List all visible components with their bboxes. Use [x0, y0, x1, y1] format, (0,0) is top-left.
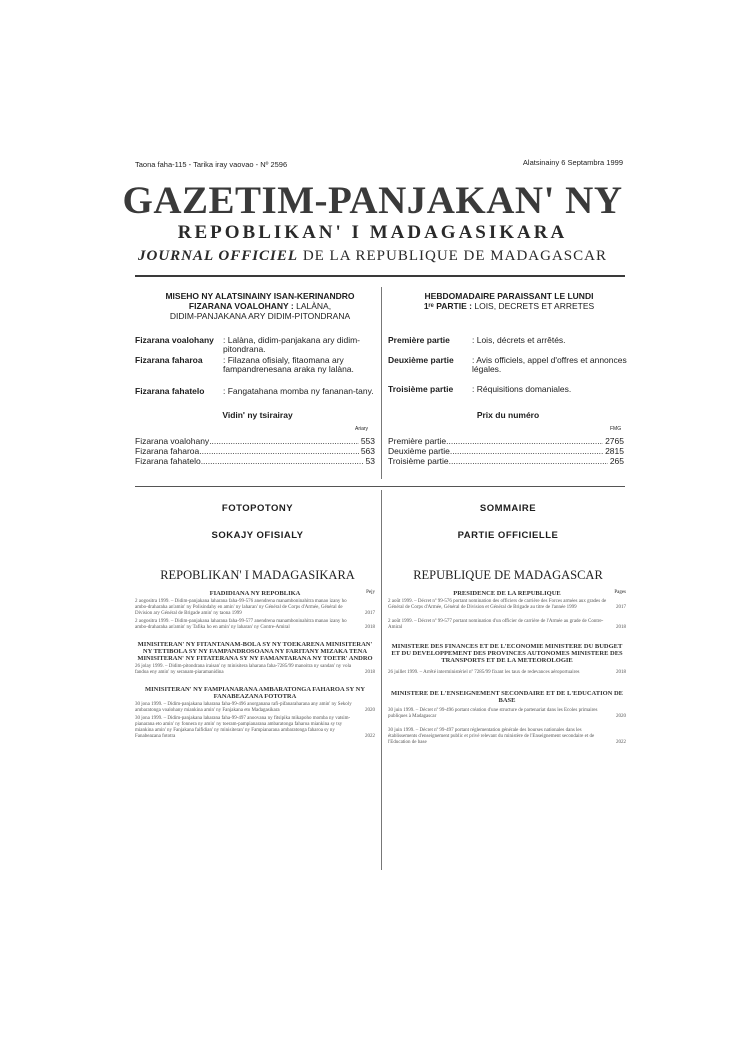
toc-entry-text: 26 jolay 1999. – Didim-pitondrana iraisan' ny minisitera laharana faha-7285/99 manoitra ny sandan' ny vola fandoa eny amin' ny seranam-piaramanidina	[135, 664, 352, 675]
toc-entry-page: 2020	[365, 708, 375, 713]
price-left-row-value: 53	[365, 456, 375, 466]
header-right-line2	[388, 301, 630, 311]
part-left-2	[135, 355, 380, 374]
price-right-row-label: Première partie	[388, 436, 447, 446]
toc-entry-page: 2020	[616, 714, 626, 719]
toc-right-section: REPUBLIQUE DE MADAGASCAR	[413, 568, 603, 582]
price-right-unit: FMG	[610, 426, 622, 432]
toc-entry-text: 26 juillet 1999. – Arrêté interministériel nº 7285/99 fixant les taux de redevances aéroportuaires	[388, 670, 580, 675]
toc-entry	[135, 702, 375, 714]
part-right-3	[388, 385, 628, 394]
ministry-heading: FIADIDIANA NY REPOBLIKA	[209, 590, 301, 597]
price-left-row-value: 553	[360, 436, 375, 446]
leader-dots	[201, 456, 364, 466]
toc-entry-text: 2 août 1999. – Décret nº 99-576 portant nomination des officiers de carrière des Forces armées aux grades de Général de Corps d'Armée, Général de Division et Général de Brigade au titre de l'année 1999	[388, 599, 607, 610]
toc-entry	[388, 599, 626, 611]
toc-entry	[388, 728, 626, 746]
price-left-row-label: Fizarana faharoa	[135, 446, 200, 456]
part-left-2-desc: : Filazana ofisialy, fitaomana ary fampandrenesana araka ny lalàna.	[223, 355, 354, 374]
toc-entry	[388, 670, 626, 676]
section-rule	[135, 486, 625, 487]
toc-entry	[135, 664, 375, 676]
ministry-heading: MINISTERE DE L'ENSEIGNEMENT SECONDAIRE ET DE L'EDUCATION DE BASE	[390, 690, 624, 704]
toc-entry-text: 2 aogositra 1999. – Didim-panjakana laharana faha-99-576 anendrena manamboninahitra manao izany ho ambo-draharaha an'amin' ny Polisindahy en amin' ny laharan' ny Général de Corps d'Armée, Général de Division ary Général de Brigade amin' ny taona 1999	[135, 599, 347, 616]
part-right-2	[388, 355, 628, 374]
price-left-table	[135, 436, 375, 466]
masthead-rule	[135, 275, 625, 277]
toc-right-page-label: Pages	[614, 590, 626, 595]
toc-left-head2: SOKAJY OFISIALY	[211, 530, 304, 541]
toc-entry-page: 2018	[365, 625, 375, 630]
part-right-1	[388, 336, 628, 345]
part-right-3-desc: : Réquisitions domaniales.	[472, 384, 572, 394]
header-left-line1: MISEHO NY ALATSINAINY ISAN-KERINANDRO	[165, 291, 355, 301]
leader-dots	[446, 436, 603, 446]
toc-entry-text: 30 jona 1999. – Didim-panjakana laharana faha-99-497 anoovana ny fitsipika mikapoho momba ny vatsim-pianarana eto amin' ny fonnera ny amin' ny toeram-pampianarana ambaratonga faharoa miankina sy tsy miankina amin' ny Fanjakana faifidian' ny minisiteran' ny Fampianarana ambaratonga faharoa sy ny Fanabeazana fototra	[135, 716, 351, 739]
part-left-3-label: Fizarana fahatelo	[135, 386, 205, 396]
toc-entry	[388, 619, 626, 631]
header-left-line2-rest: LALÀNA,	[296, 301, 332, 311]
toc-entry-text: 30 jona 1999. – Didim-panjakana laharana faha-99-496 anorganana rafi-pifanaraharana any amin' ny Sekoly ambaratonga voalohany miankina amin' ny Fanjakana eto Madagasikara	[135, 702, 352, 713]
toc-entry	[135, 599, 375, 617]
price-left-row	[135, 446, 375, 456]
header-right-line1: HEBDOMADAIRE PARAISSANT LE LUNDI	[424, 291, 594, 301]
toc-entry-page: 2017	[365, 611, 375, 616]
toc-entry-text: 30 juin 1999. – Décret nº 99-497 portant réglementation générale des bourses nationales dans les établissements d'enseignement public et privé relevant du ministère de l'Enseignement secondaire et de l'Education de base	[388, 728, 595, 745]
toc-left-section: REPOBLIKAN' I MADAGASIKARA	[160, 568, 355, 582]
toc-left-head1: FOTOPOTONY	[221, 503, 294, 514]
price-right-row	[388, 436, 624, 446]
part-right-1-desc: : Lois, décrets et arrêtés.	[472, 335, 566, 345]
ministry-heading: MINISITERAN' NY FAMPIANARANA AMBARATONGA FAHAROA SY NY FANABEAZANA FOTOTRA	[144, 686, 366, 700]
price-right-heading: Prix du numéro	[476, 410, 540, 420]
header-left-line3: DIDIM-PANJAKANA ARY DIDIM-PITONDRANA	[169, 311, 351, 321]
leader-dots	[199, 446, 359, 456]
toc-entry-page: 2017	[616, 605, 626, 610]
ministry-heading: MINISITERAN' NY FITANTANAM-BOLA SY NY TOEKARENA MINISITERAN' NY TETIBOLA SY NY FAMPANDROSOANA NY FARITANY MIZAKA TENA MINISITERAN' NY FITATERANA SY NY FAMANTARANA NY TOETR' ANDRO	[137, 641, 373, 662]
toc-right-head2: PARTIE OFFICIELLE	[457, 530, 559, 541]
part-left-3-desc: : Fangatahana momba ny fananan-tany.	[223, 386, 374, 396]
toc-entry	[135, 716, 375, 740]
part-left-1-desc: : Lalàna, didim-panjakana ary didim-pitondrana.	[223, 335, 361, 354]
toc-left-body	[135, 590, 375, 740]
header-right-line2-rest: LOIS, DECRETS ET ARRETES	[474, 301, 595, 311]
issue-line: Taona faha-115 - Tarika iray vaovao - Nº 2596	[135, 160, 288, 169]
toc-entry-page: 2018	[616, 670, 626, 675]
price-right-row-value: 2765	[605, 436, 624, 446]
price-left-unit: Ariary	[355, 426, 369, 432]
toc-right-body	[388, 590, 626, 746]
lower-column-divider	[381, 490, 382, 870]
date-line: Alatsinainy 6 Septambra 1999	[522, 158, 623, 167]
toc-entry-page: 2022	[365, 734, 375, 739]
price-left-row-label: Fizarana voalohany	[135, 436, 210, 446]
header-right-line2-bold: 1ʳᵉ PARTIE :	[423, 301, 472, 311]
header-left-line2	[135, 301, 385, 311]
toc-entry-page: 2022	[616, 740, 626, 745]
ministry-heading: PRESIDENCE DE LA REPUBLIQUE	[453, 590, 561, 597]
gazette-title: GAZETIM-PANJAKAN' NY	[122, 179, 623, 222]
price-right-table	[388, 436, 624, 466]
toc-entry-page: 2018	[616, 625, 626, 630]
leader-dots	[209, 436, 359, 446]
toc-entry-text: 2 aogositra 1999. – Didim-panjakana laharana faha-99-577 anendrena manamboninahitra manao izany ho ambo-draharaha an'amin' ny Tafika ho en amin' ny laharan' ny Contre-Amiral	[135, 619, 347, 630]
leader-dots	[449, 456, 608, 466]
part-right-2-desc: : Avis officiels, appel d'offres et annonces légales.	[472, 355, 627, 374]
price-left-row-value: 563	[360, 446, 375, 456]
toc-entry	[135, 619, 375, 631]
price-left-row	[135, 436, 375, 446]
journal-line	[0, 248, 745, 265]
price-left-row-label: Fizarana fahatelo	[135, 456, 201, 466]
gazette-subtitle: REPOBLIKAN' I MADAGASIKARA	[177, 222, 568, 243]
price-left-row	[135, 456, 375, 466]
header-right	[388, 291, 630, 311]
toc-entry-text: 30 juin 1999. – Décret nº 99-496 portant création d'une structure de partenariat dans les Ecoles primaires publiques à Madagascar	[388, 708, 598, 719]
part-left-2-label: Fizarana faharoa	[135, 355, 203, 365]
part-right-2-label: Deuxième partie	[388, 355, 454, 365]
price-right-row-value: 2815	[605, 446, 624, 456]
header-left	[135, 291, 385, 321]
toc-right-head1: SOMMAIRE	[479, 503, 537, 514]
part-right-3-label: Troisième partie	[388, 384, 454, 394]
price-right-row-label: Troisième partie	[388, 456, 449, 466]
part-right-1-label: Première partie	[388, 335, 450, 345]
price-right-row-value: 265	[609, 456, 624, 466]
journal-rest: DE LA REPUBLIQUE DE MADAGASCAR	[302, 248, 607, 264]
part-left-1-label: Fizarana voalohany	[135, 335, 214, 345]
toc-entry	[388, 708, 626, 720]
price-right-row-label: Deuxième partie	[388, 446, 450, 456]
journal-italic: JOURNAL OFFICIEL	[138, 248, 299, 264]
price-right-row	[388, 456, 624, 466]
ministry-heading: MINISTERE DES FINANCES ET DE L'ECONOMIE MINISTERE DU BUDGET ET DU DEVELOPPEMENT DES PROVINCES AUTONOMES MINISTERE DES TRANSPORTS ET DE LA METEOROLOGIE	[391, 643, 623, 664]
price-left-heading: Vidin' ny tsirairay	[222, 410, 293, 420]
part-left-1	[135, 335, 380, 354]
toc-entry-text: 2 août 1999. – Décret nº 99-577 portant nomination d'un officier de carrière de l'Armée au grade de Contre-Amiral	[388, 619, 604, 630]
part-left-3	[135, 387, 380, 396]
toc-entry-page: 2018	[365, 670, 375, 675]
price-right-row	[388, 446, 624, 456]
leader-dots	[450, 446, 603, 456]
toc-left-page-label: Pejy	[366, 590, 375, 595]
header-left-line2-bold: FIZARANA VOALOHANY :	[188, 301, 294, 311]
